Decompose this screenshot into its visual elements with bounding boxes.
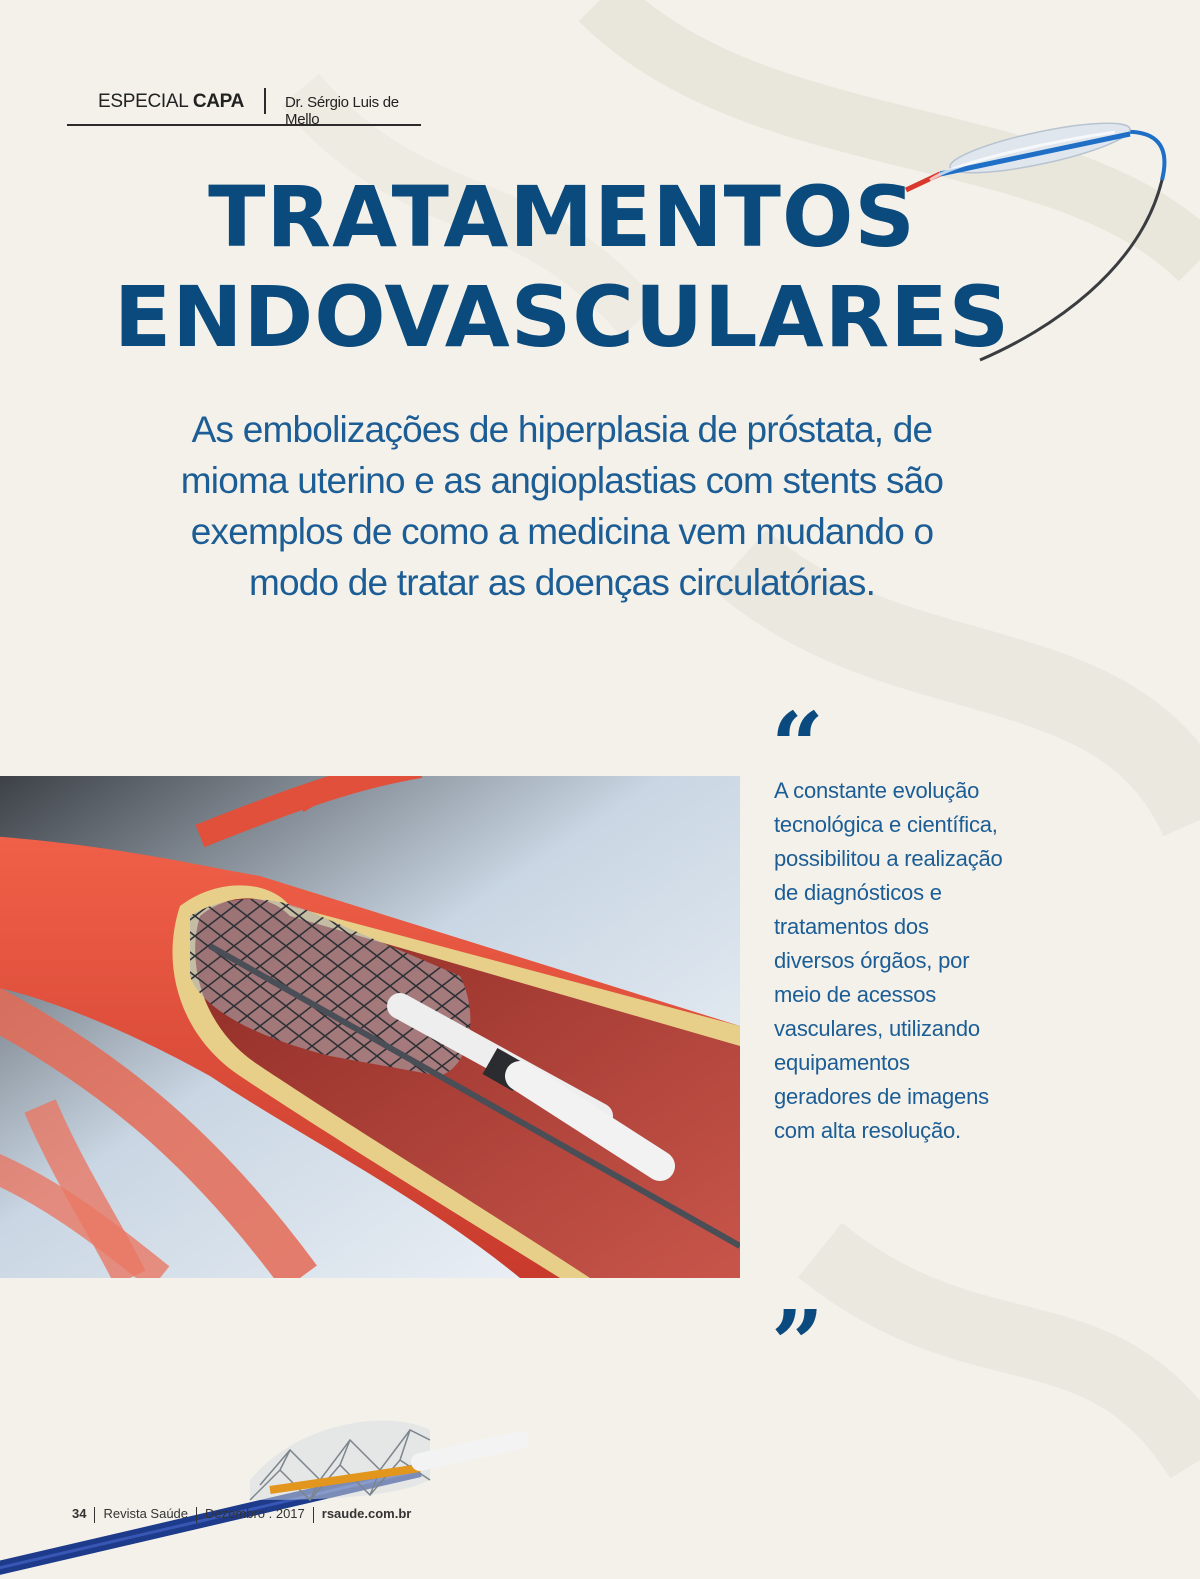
header-divider	[264, 88, 266, 114]
author-name: Dr. Sérgio Luis de Mello	[285, 94, 399, 128]
website-link[interactable]: rsaude.com.br	[321, 1506, 412, 1521]
page-number: 34	[72, 1506, 87, 1521]
open-quote-icon: “	[771, 692, 824, 800]
title-line-1: TRATAMENTOS	[208, 168, 916, 266]
title-line-2: ENDOVASCULARES	[113, 268, 1011, 366]
issue-date: Dezembro . 2017	[205, 1506, 305, 1521]
section-header	[67, 88, 421, 126]
lead-paragraph: As embolizações de hiperplasia de próstata, de mioma uterino e as angioplastias com stents são exemplos de como a medicina vem mudando o modo de tratar as doenças circulatórias.	[180, 409, 944, 603]
magazine-name: Revista Saúde	[103, 1506, 189, 1521]
stent-artery-illustration	[0, 776, 740, 1278]
section-label: ESPECIAL CAPA	[98, 91, 245, 112]
page-footer	[72, 1506, 411, 1523]
close-quote-icon: ”	[771, 1290, 824, 1398]
pull-quote-text: A constante evolução tecnológica e científica, possibilitou a realização de diagnósticos e tratamentos dos diversos órgãos, por meio de acessos vasculares, utilizando equipamentos geradores de imagens com alta resolução.	[774, 778, 1003, 1143]
stent-delivery-image	[0, 1410, 540, 1579]
